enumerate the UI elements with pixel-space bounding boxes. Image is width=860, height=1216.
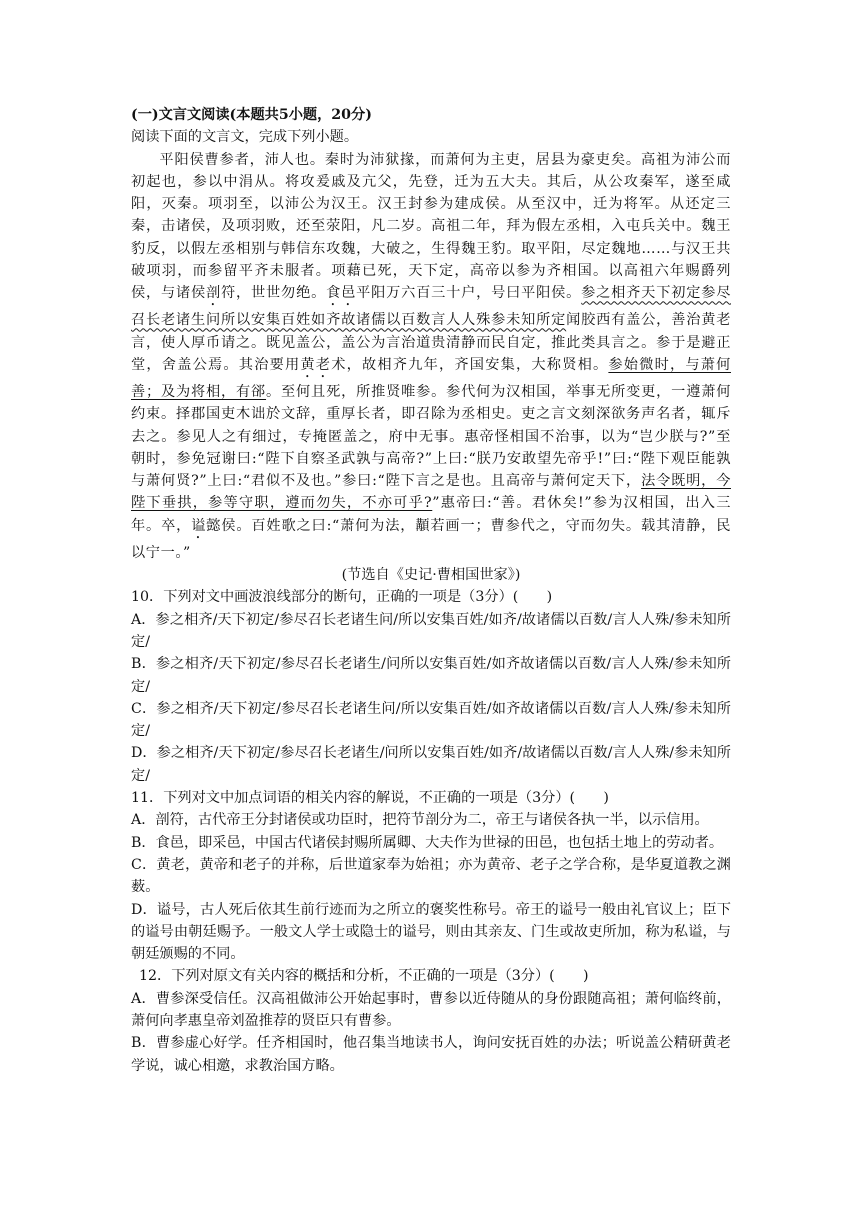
question-10-option-d[interactable]: D．参之相齐/天下初定/参尽召长老诸生/问所以安集百姓/如齐/故诸儒以百数/言人人殊/参未知所定/ bbox=[131, 745, 731, 784]
wavy-underlined-text: 参之相齐天下初定参尽召长老诸生问所以安集百姓如齐故诸儒以百数言人人殊参未知所定 bbox=[131, 285, 731, 329]
question-10-option-b[interactable]: B．参之相齐/天下初定/参尽召长老诸生/问所以安集百姓/如齐故诸儒以百数/言人人殊/参未知所定/ bbox=[131, 656, 731, 695]
dotted-word: 黄 bbox=[300, 356, 316, 373]
question-12-stem: 12．下列对原文有关内容的概括和分析，不正确的一项是（3分）( ) bbox=[139, 968, 589, 985]
instruction: 阅读下面的文言文，完成下列小题。 bbox=[131, 129, 359, 146]
question-10-option-c[interactable]: C．参之相齐/天下初定/参尽召长老诸生问/所以安集百姓/如齐故诸儒以百数/言人人殊/参未知所定/ bbox=[131, 700, 731, 740]
underlined-sentence-1: 参始微时，与萧何善；及为将相，有郤 bbox=[131, 356, 731, 400]
question-12-option-b[interactable]: B．曹参虚心好学。任齐相国时，他召集当地读书人，询问安抚百姓的办法；听说盖公精研黄老学说，诚心相邀，求教治国方略。 bbox=[131, 1035, 731, 1074]
dotted-word: 邑 bbox=[341, 285, 357, 302]
dotted-word: 老 bbox=[315, 356, 332, 373]
question-11-stem: 11．下列对文中加点词语的相关内容的解说，不正确的一项是（3分）( ) bbox=[131, 790, 609, 807]
passage-text: 平阳万六百三十户，号曰平阳侯。 bbox=[356, 285, 582, 302]
dotted-word: 食 bbox=[326, 285, 342, 302]
question-12-option-a[interactable]: A．曹参深受信任。汉高祖做沛公开始起事时，曹参以近侍随从的身份跟随高祖；萧何临终前，萧何向孝惠皇帝刘盈推荐的贤臣只有曹参。 bbox=[131, 990, 731, 1029]
question-10-option-a[interactable]: A．参之相齐/天下初定/参尽召长老诸生问/所以安集百姓/如齐/故诸儒以百数/言人人殊/参未知所定/ bbox=[131, 611, 731, 650]
passage-text: 闻胶西有盖公，善治黄老言，使人厚币请之。既见盖公，盖公为言治道贵清静而民自定，推此类具言之。参于是避正堂，舍盖公焉。其治要用 bbox=[131, 312, 731, 373]
document-page bbox=[131, 104, 731, 1077]
passage-text: 术，故相齐九年，齐国安集，大称贤相。 bbox=[331, 356, 609, 373]
question-10-stem: 10．下列对文中画波浪线部分的断句，正确的一项是（3分）( ) bbox=[131, 589, 553, 606]
dotted-word: 剖 bbox=[206, 285, 222, 302]
underlined-sentence-2: 法令既明，今陛下垂拱，参等守职，遵而勿失，不亦可乎? bbox=[131, 473, 731, 512]
passage-text: 懿侯。百姓歌之曰:“萧何为法，顜若画一；曹参代之，守而勿失。载其清静，民以宁一。” bbox=[131, 517, 731, 561]
passage-source: (节选自《史记·曹相国世家》) bbox=[341, 567, 521, 584]
question-11-option-a[interactable]: A．剖符，古代帝王分封诸侯或功臣时，把符节剖分为二，帝王与诸侯各执一半，以示信用。 bbox=[131, 812, 709, 829]
question-11-option-c[interactable]: C．黄老，黄帝和老子的并称，后世道家奉为始祖；亦为黄帝、老子之学合称，是华夏道教之渊薮。 bbox=[131, 856, 731, 896]
passage-text: 符，世世勿绝。 bbox=[221, 285, 327, 302]
dotted-word: 谥 bbox=[191, 517, 207, 534]
passage bbox=[131, 149, 731, 564]
passage-text: ”惠帝曰:“善。君休矣!”参为汉相国，出入三年。卒， bbox=[131, 495, 731, 534]
question-11-option-b[interactable]: B．食邑，即采邑，中国古代诸侯封赐所属卿、大夫作为世禄的田邑，也包括土地上的劳动者。 bbox=[131, 834, 724, 851]
passage-text: 。至何且死，所推贤唯参。参代何为汉相国，举事无所变更，一遵萧何约束。择郡国吏木诎於文辞，重厚长者，即召除为丞相史。吏之言文刻深欲务声名者，辄斥去之。参见人之有细过，专掩匿盖之，府中无事。惠帝怪相国不治事，以为“岂少朕与?”至朝时，参免冠谢曰:“陛下自察圣武孰与高帝?”上曰:“朕乃安敢望先帝乎!”曰:“陛下观臣能孰与萧何贤?”上曰:“君似不及也。”参曰:“陛下言之是也。且高帝与萧何定天下， bbox=[131, 383, 731, 490]
passage-text: 平阳侯曹参者，沛人也。秦时为沛狱掾，而萧何为主吏，居县为豪吏矣。高祖为沛公而初起也，参以中涓从。将攻爰戚及亢父，先登，迁为五大夫。其后，从公攻秦军，遂至咸阳，灭秦。项羽至，以沛公为汉王。汉王封参为建成侯。从至汉中，迁为将军。从还定三秦，击诸侯，及项羽败，还至荥阳，凡二岁。高祖二年，拜为假左丞相，入屯兵关中。魏王豹反，以假左丞相别与韩信东攻魏，大破之，生得魏王豹。取平阳，尽定魏地……与汉王共破项羽，而参留平齐未服者。项藉已死，天下定，高帝以参为齐相国。以高祖六年赐爵列侯，与诸侯 bbox=[131, 151, 731, 302]
question-11-option-d[interactable]: D．谥号，古人死后依其生前行迹而为之所立的褒奖性称号。帝王的谥号一般由礼官议上；臣下的谥号由朝廷赐予。一般文人学士或隐士的谥号，则由其亲友、门生或故吏所加，称为私谥，与朝廷颁赐的不同。 bbox=[131, 901, 731, 963]
section-title: (一)文言文阅读(本题共5小题，20分) bbox=[131, 107, 372, 123]
